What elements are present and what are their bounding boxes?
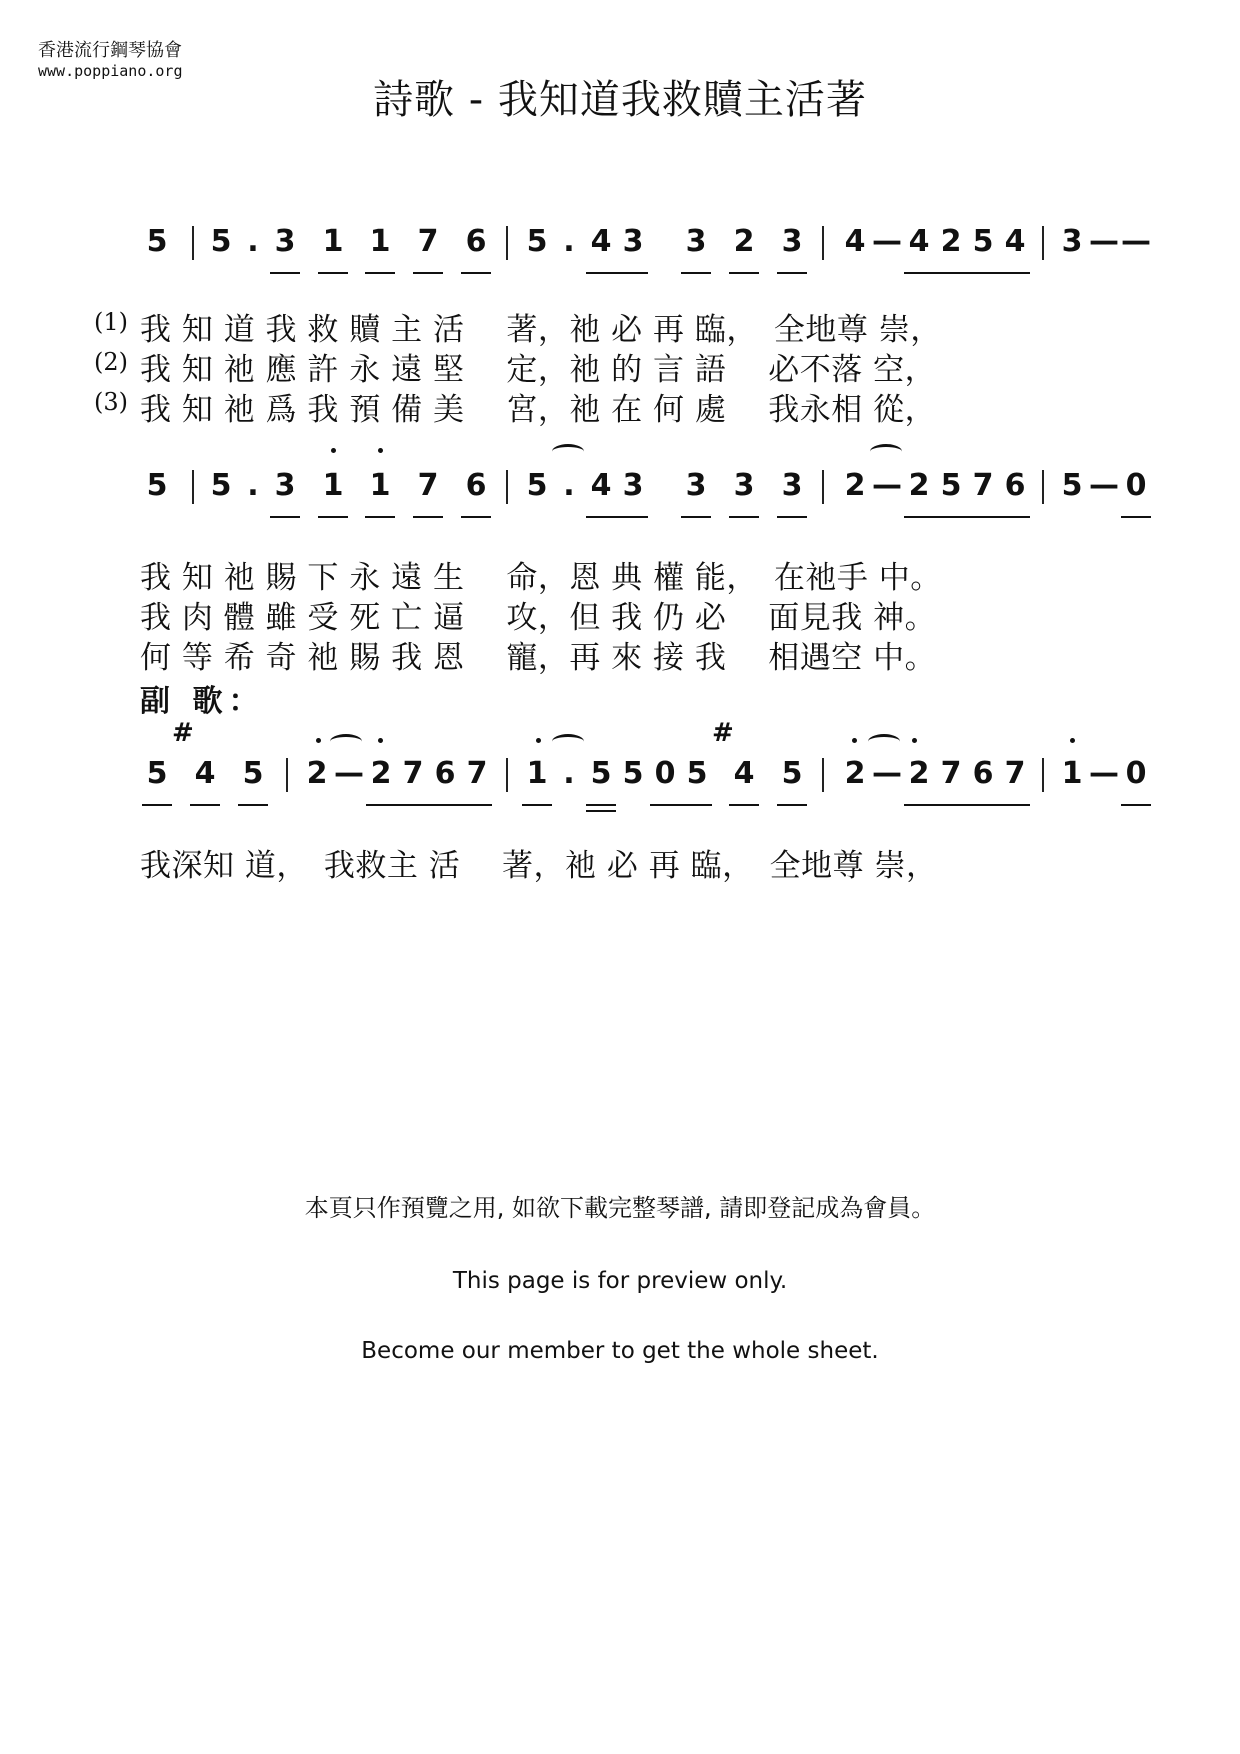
note: 6 <box>465 468 487 503</box>
barline <box>822 758 824 792</box>
barline <box>1042 470 1044 504</box>
beam-double <box>586 810 616 812</box>
lyric-line: 我 知 祂 爲 我 預 備 美 宮，祂 在 何 處 我永相 從， <box>140 392 937 428</box>
sharp-sign: # <box>172 718 194 748</box>
note: 6 <box>434 756 456 791</box>
high-octave-dot <box>378 738 383 743</box>
tie-arc <box>870 444 902 459</box>
note: 1 <box>322 468 344 503</box>
high-octave-dot <box>331 448 336 453</box>
note: 4 <box>733 756 755 791</box>
sharp-sign: # <box>712 718 734 748</box>
note: 5 <box>210 468 232 503</box>
staff-line-2 <box>0 468 1240 558</box>
high-octave-dot <box>378 448 383 453</box>
beam <box>586 516 648 518</box>
note: 3 <box>781 468 803 503</box>
barline <box>286 758 288 792</box>
beam <box>729 516 759 518</box>
beam <box>365 272 395 274</box>
note: 1 <box>369 468 391 503</box>
note: 5 <box>590 756 612 791</box>
note: 4 <box>844 224 866 259</box>
note: 1 <box>526 756 548 791</box>
barline <box>506 758 508 792</box>
beam <box>461 272 491 274</box>
beam <box>461 516 491 518</box>
note: 1 <box>1061 756 1083 791</box>
note: 5 <box>622 756 644 791</box>
beam <box>142 804 172 806</box>
note-dot: . <box>563 756 575 791</box>
note: 6 <box>1004 468 1026 503</box>
lyric-line: 我 肉 體 雖 受 死 亡 逼 攻，但 我 仍 必 面見我 神。 <box>140 600 937 636</box>
note: 2 <box>306 756 328 791</box>
beam <box>681 272 711 274</box>
note: 0 <box>1125 756 1147 791</box>
beam <box>777 516 807 518</box>
note-dot: . <box>247 224 259 259</box>
note: 4 <box>1004 224 1026 259</box>
note: 2 <box>908 756 930 791</box>
note: 7 <box>466 756 488 791</box>
beam <box>1121 516 1151 518</box>
beam <box>729 804 759 806</box>
beam <box>365 516 395 518</box>
preview-notice-zh: 本頁只作預覽之用, 如欲下載完整琴譜, 請即登記成為會員。 <box>304 1194 936 1222</box>
barline <box>192 470 194 504</box>
staff-line-chorus <box>0 756 1240 846</box>
high-octave-dot <box>536 738 541 743</box>
barline <box>1042 758 1044 792</box>
beam <box>522 804 552 806</box>
note: 7 <box>1004 756 1026 791</box>
note-dash: — <box>1121 224 1151 259</box>
beam <box>681 516 711 518</box>
note: 5 <box>940 468 962 503</box>
lyric-line: 何 等 希 奇 祂 賜 我 恩 寵，再 來 接 我 相遇空 中。 <box>140 640 937 676</box>
beam <box>270 272 300 274</box>
beam <box>777 804 807 806</box>
note: 2 <box>733 224 755 259</box>
note: 5 <box>146 468 168 503</box>
site-name: 香港流行鋼琴協會 <box>38 40 182 61</box>
note: 5 <box>1061 468 1083 503</box>
barline <box>506 470 508 504</box>
beam <box>413 272 443 274</box>
note: 5 <box>781 756 803 791</box>
verse-number: (1) <box>94 308 128 336</box>
lyric-line: 我深知 道， 我救主 活 著，祂 必 再 臨， 全地尊 崇， <box>140 848 938 884</box>
note: 3 <box>1061 224 1083 259</box>
page-title: 詩歌 - 我知道我救贖主活著 <box>373 77 867 123</box>
beam <box>650 804 712 806</box>
barline <box>822 226 824 260</box>
note: 1 <box>369 224 391 259</box>
note-dash: — <box>872 468 902 503</box>
note-dash: — <box>334 756 364 791</box>
note: 7 <box>417 468 439 503</box>
site-url[interactable]: www.poppiano.org <box>38 62 183 80</box>
beam <box>413 516 443 518</box>
note: 7 <box>417 224 439 259</box>
note: 1 <box>322 224 344 259</box>
note: 5 <box>526 224 548 259</box>
beam <box>777 272 807 274</box>
note: 3 <box>622 468 644 503</box>
note-dot: . <box>563 468 575 503</box>
high-octave-dot <box>316 738 321 743</box>
beam <box>190 804 220 806</box>
beam <box>729 272 759 274</box>
note: 3 <box>733 468 755 503</box>
note: 4 <box>194 756 216 791</box>
beam <box>904 516 1030 518</box>
verse-number: (2) <box>94 348 128 376</box>
beam <box>1121 804 1151 806</box>
note-dot: . <box>563 224 575 259</box>
note-dash: — <box>872 756 902 791</box>
beam <box>238 804 268 806</box>
beam <box>318 272 348 274</box>
barline <box>192 226 194 260</box>
tie-arc <box>868 734 900 749</box>
note: 5 <box>972 224 994 259</box>
note: 5 <box>686 756 708 791</box>
beam <box>904 272 1030 274</box>
note: 4 <box>908 224 930 259</box>
beam <box>904 804 1030 806</box>
note: 4 <box>590 224 612 259</box>
note: 5 <box>210 224 232 259</box>
note: 6 <box>465 224 487 259</box>
note-dot: . <box>247 468 259 503</box>
note: 5 <box>526 468 548 503</box>
note: 2 <box>940 224 962 259</box>
note: 3 <box>274 468 296 503</box>
tie-arc <box>330 734 362 749</box>
note: 4 <box>590 468 612 503</box>
barline <box>506 226 508 260</box>
note: 0 <box>1125 468 1147 503</box>
high-octave-dot <box>852 738 857 743</box>
note: 5 <box>242 756 264 791</box>
note: 5 <box>146 756 168 791</box>
lyric-line: 我 知 道 我 救 贖 主 活 著，祂 必 再 臨， 全地尊 崇， <box>140 312 942 348</box>
lyric-line: 我 知 祂 應 許 永 遠 堅 定，祂 的 言 語 必不落 空， <box>140 352 937 388</box>
tie-arc <box>552 734 584 749</box>
note: 2 <box>908 468 930 503</box>
verse-number: (3) <box>94 388 128 416</box>
note: 2 <box>844 756 866 791</box>
note: 7 <box>940 756 962 791</box>
note-dash: — <box>1089 224 1119 259</box>
beam <box>366 804 492 806</box>
member-notice-en: Become our member to get the whole sheet. <box>361 1338 879 1364</box>
beam <box>318 516 348 518</box>
note-dash: — <box>1089 756 1119 791</box>
beam <box>586 804 616 806</box>
note: 3 <box>685 468 707 503</box>
note: 3 <box>685 224 707 259</box>
lyric-line: 我 知 祂 賜 下 永 遠 生 命，恩 典 權 能， 在祂手 中。 <box>140 560 942 596</box>
note: 3 <box>274 224 296 259</box>
note-dash: — <box>1089 468 1119 503</box>
tie-arc <box>552 444 584 459</box>
chorus-label: 副 歌： <box>140 684 265 719</box>
note: 2 <box>844 468 866 503</box>
barline <box>1042 226 1044 260</box>
preview-notice-en: This page is for preview only. <box>452 1268 788 1294</box>
note-dash: — <box>872 224 902 259</box>
note: 2 <box>370 756 392 791</box>
note: 7 <box>972 468 994 503</box>
note: 5 <box>146 224 168 259</box>
note: 0 <box>654 756 676 791</box>
barline <box>822 470 824 504</box>
staff-line-1 <box>0 224 1240 314</box>
high-octave-dot <box>912 738 917 743</box>
note: 7 <box>402 756 424 791</box>
beam <box>586 272 648 274</box>
note: 3 <box>622 224 644 259</box>
note: 6 <box>972 756 994 791</box>
note: 3 <box>781 224 803 259</box>
beam <box>270 516 300 518</box>
high-octave-dot <box>1070 738 1075 743</box>
